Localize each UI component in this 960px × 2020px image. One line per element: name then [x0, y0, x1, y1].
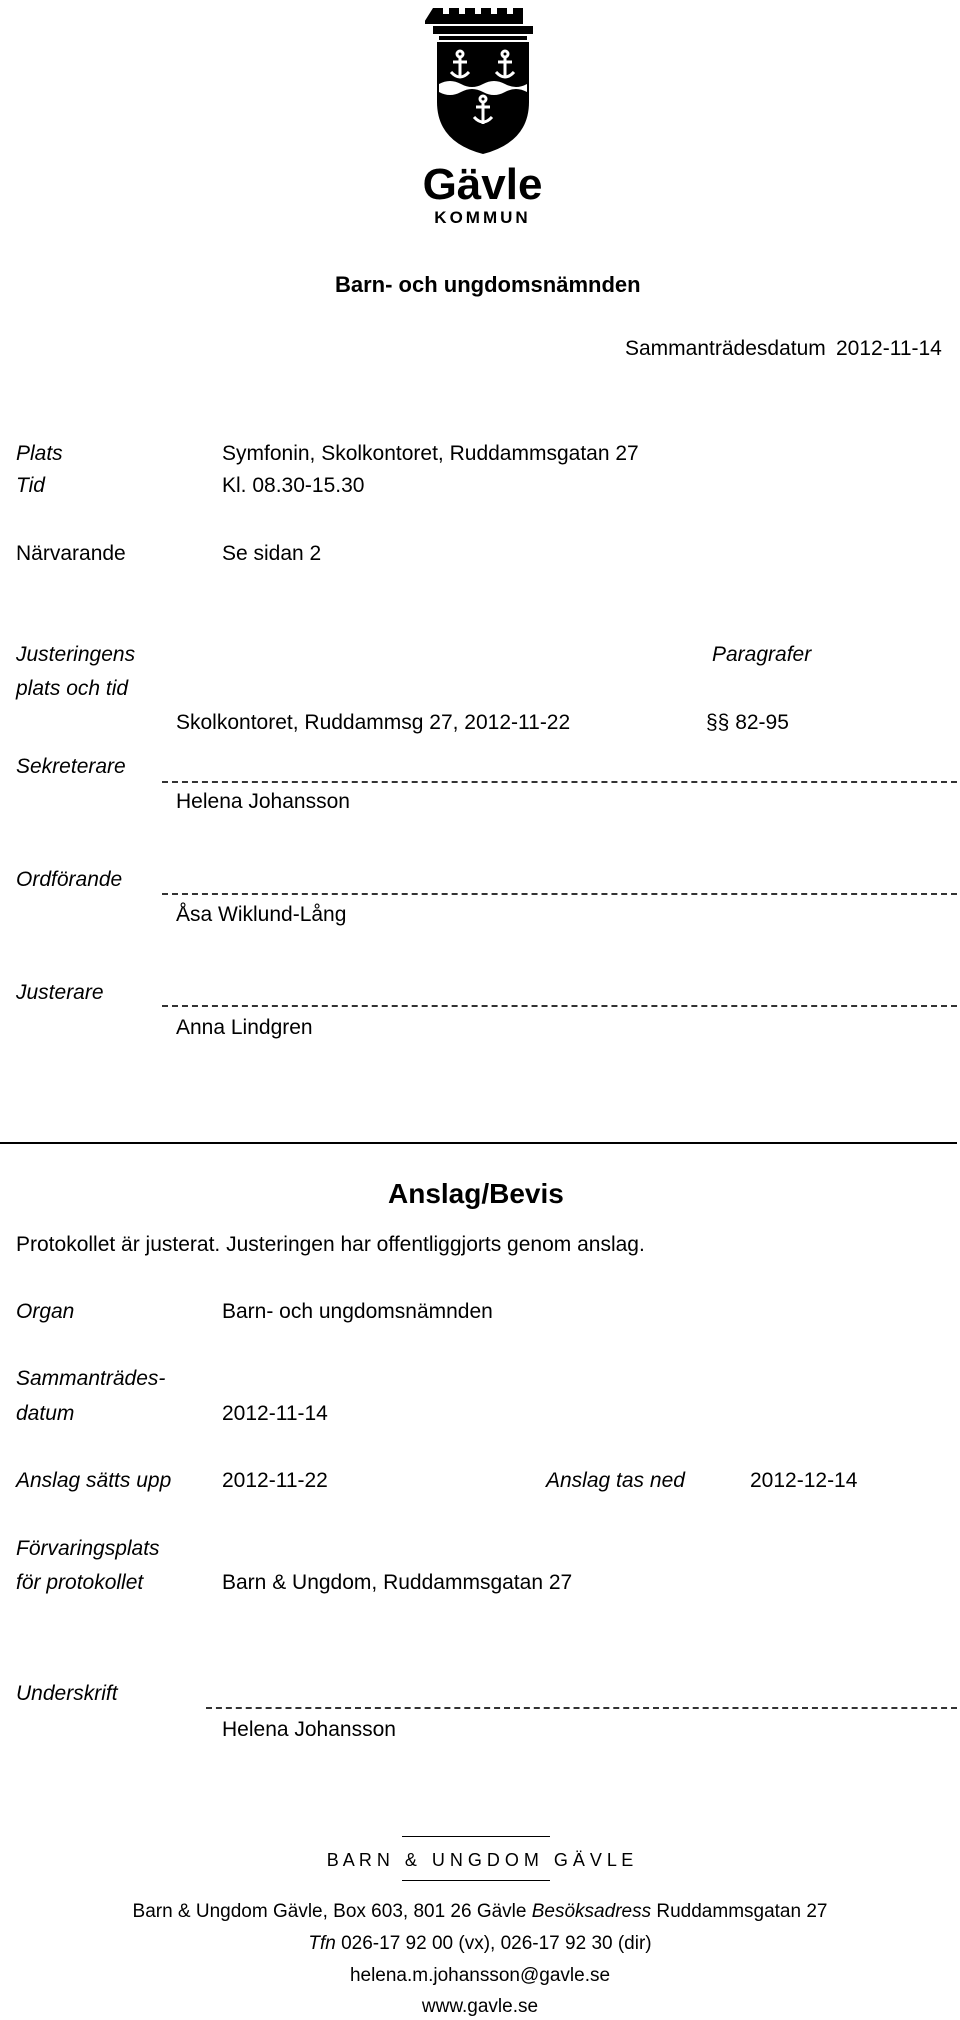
footer-phone-line — [0, 1932, 960, 1956]
paragraphs-label: Paragrafer — [712, 643, 812, 666]
footer-phone: 026-17 92 00 (vx), 026-17 92 30 (dir) — [341, 1933, 652, 1954]
meeting-date-label: Sammanträdesdatum — [625, 337, 826, 360]
secretary-name: Helena Johansson — [176, 790, 350, 813]
footer-org: B A R N & U N G D O M G Ä V L E — [326, 1850, 634, 1870]
footer-rule-top — [402, 1836, 550, 1837]
notice-date-label-1: Sammanträdes- — [16, 1367, 166, 1390]
secretary-label: Sekreterare — [16, 755, 126, 778]
present-label: Närvarande — [16, 542, 126, 565]
footer-visit-label: Besöksadress — [531, 1901, 652, 1922]
chair-signature-line — [162, 893, 957, 895]
notice-signature-name: Helena Johansson — [222, 1718, 396, 1741]
meeting-date: 2012-11-14 — [836, 337, 942, 360]
chair-name: Åsa Wiklund-Lång — [176, 903, 347, 926]
notice-signature-line — [206, 1707, 957, 1709]
footer-email[interactable]: helena.m.johansson@gavle.se — [349, 1965, 611, 1986]
storage-value: Barn & Ungdom, Ruddammsgatan 27 — [222, 1571, 573, 1594]
committee-title: Barn- och ungdomsnämnden — [335, 272, 641, 297]
posted-value: 2012-11-22 — [222, 1469, 328, 1492]
organ-label: Organ — [16, 1300, 75, 1323]
storage-label-1: Förvaringsplats — [16, 1537, 160, 1560]
place-label: Plats — [16, 442, 63, 465]
adjustment-label-1: Justeringens — [16, 643, 136, 666]
secretary-signature-line — [162, 781, 957, 783]
logo-sub: KOMMUN — [434, 208, 531, 227]
time-value: Kl. 08.30-15.30 — [222, 474, 365, 497]
removed-value: 2012-12-14 — [750, 1469, 858, 1492]
paragraphs-value: §§ 82-95 — [706, 711, 789, 734]
adjuster-name: Anna Lindgren — [176, 1016, 313, 1039]
footer-visit-address: Ruddammsgatan 27 — [656, 1901, 828, 1922]
organ-value: Barn- och ungdomsnämnden — [222, 1300, 493, 1323]
place-value: Symfonin, Skolkontoret, Ruddammsgatan 27 — [222, 442, 639, 465]
footer-rule-bottom — [402, 1880, 550, 1881]
adjuster-signature-line — [162, 1005, 957, 1007]
footer-web[interactable]: www.gavle.se — [421, 1996, 539, 2017]
notice-date-value: 2012-11-14 — [222, 1402, 328, 1425]
adjustment-label-2: plats och tid — [16, 677, 129, 700]
footer-phone-label: Tfn — [308, 1933, 336, 1954]
removed-label: Anslag tas ned — [546, 1469, 685, 1492]
time-label: Tid — [16, 474, 45, 497]
chair-label: Ordförande — [16, 868, 123, 891]
gavle-kommun-logo — [422, 2, 543, 227]
adjuster-label: Justerare — [16, 981, 104, 1004]
signature-label: Underskrift — [16, 1682, 118, 1705]
footer-address: Barn & Ungdom Gävle, Box 603, 801 26 Gävle — [132, 1901, 527, 1922]
posted-label: Anslag sätts upp — [16, 1469, 172, 1492]
present-value: Se sidan 2 — [222, 542, 322, 565]
adjustment-place-time: Skolkontoret, Ruddammsg 27, 2012-11-22 — [176, 711, 571, 734]
section-divider — [0, 1142, 957, 1144]
notice-statement: Protokollet är justerat. Justeringen har offentliggjorts genom anslag. — [16, 1233, 645, 1256]
storage-label-2: för protokollet — [16, 1571, 144, 1594]
logo-name: Gävle — [422, 160, 543, 209]
notice-title: Anslag/Bevis — [388, 1178, 564, 1209]
notice-date-label-2: datum — [16, 1402, 75, 1425]
footer-address-line — [0, 1900, 960, 1924]
